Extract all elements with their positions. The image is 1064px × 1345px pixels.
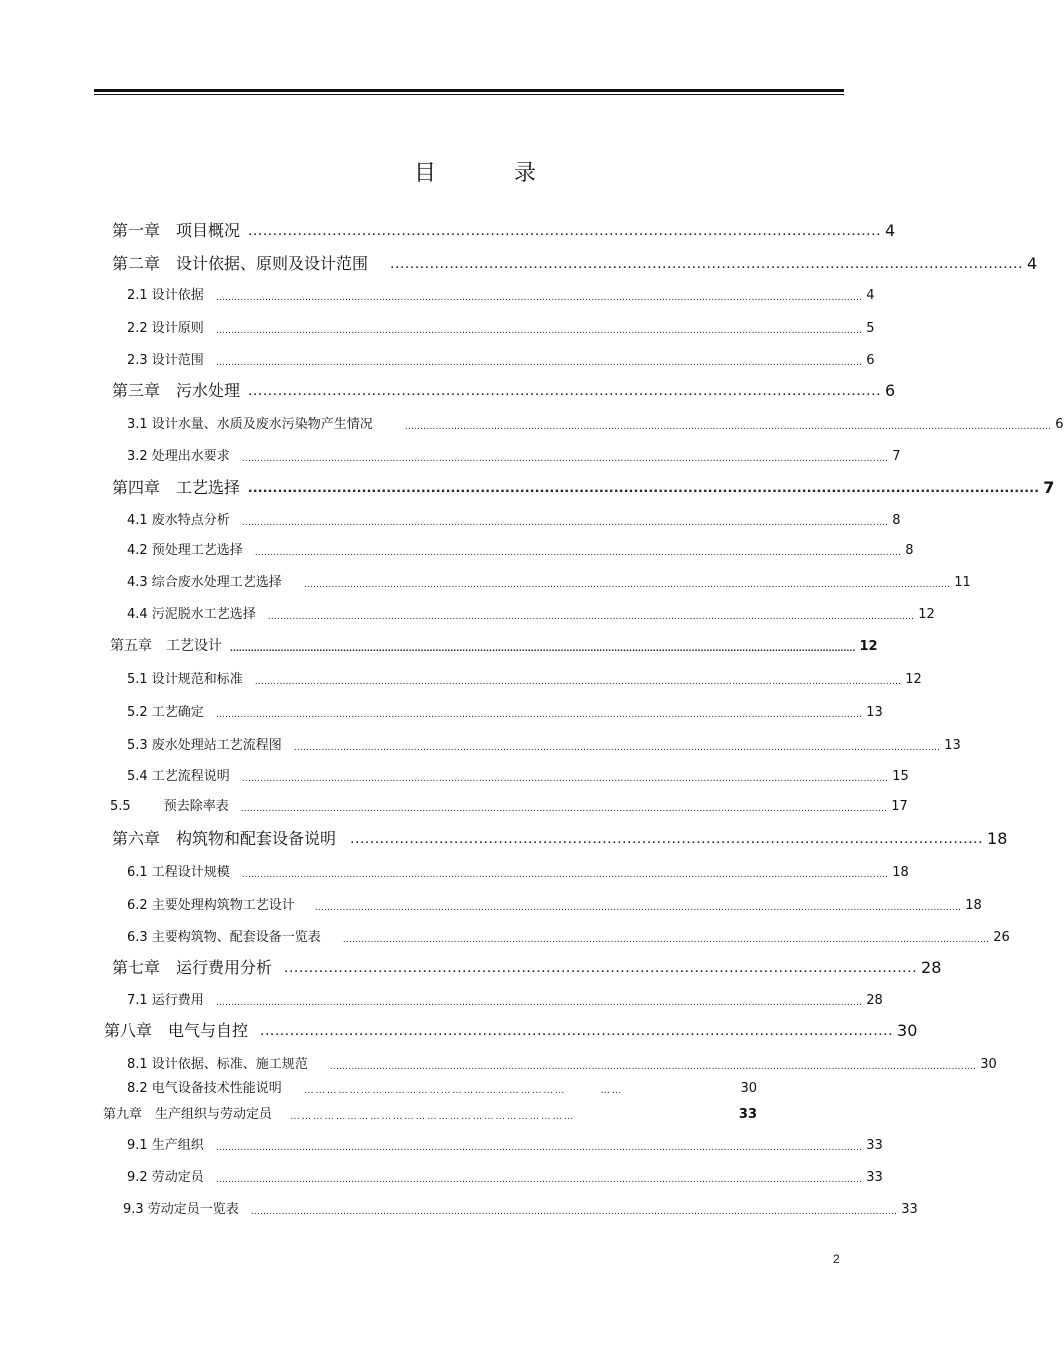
toc-entry-label: 9.2 劳动定员 [127, 1170, 204, 1185]
toc-entry-label: 2.1 设计依据 [127, 288, 204, 303]
toc-entry-label: 9.1 生产组织 [127, 1138, 204, 1153]
toc-entry-page: 7 [1043, 478, 1055, 497]
toc-entry-label: 5.4 工艺流程说明 [127, 769, 230, 784]
toc-entry-page: 4 [1027, 254, 1038, 273]
toc-leader-dots: .................................................................................................................................................................................................................. [254, 546, 902, 558]
toc-leader-dots: .................................................................................................................................................................................................................. [314, 901, 962, 913]
toc-entry-label: 3.2 处理出水要求 [127, 449, 230, 464]
toc-entry-page: 28 [866, 993, 883, 1008]
toc-entry-label: 6.2 主要处理构筑物工艺设计 [127, 898, 295, 913]
toc-entry-page: 12 [905, 672, 922, 687]
toc-entry-page: 11 [954, 575, 971, 590]
header-rule-thick [94, 89, 844, 92]
toc-entry-label: 8.1 设计依据、标准、施工规范 [127, 1057, 308, 1072]
toc-leader-dots: .................................................................................................................................................................................................................. [241, 868, 889, 880]
toc-leader-dots: .................................................................................................................................................................................................................. [215, 1141, 863, 1153]
toc-entry-page: 6 [1055, 417, 1064, 432]
toc-entry-5-1[interactable] [127, 672, 922, 688]
toc-entry-label: 9.3 劳动定员一览表 [123, 1202, 239, 1217]
toc-entry-label: 8.2 电气设备技术性能说明 [127, 1081, 282, 1096]
toc-entry-page: 6 [866, 353, 875, 368]
toc-entry-label: 第五章 工艺设计 [110, 638, 222, 654]
toc-leader-dots: ................................................................................................................................................................ [248, 479, 1040, 496]
toc-entry-label: 第二章 设计依据、原则及设计范围 [112, 254, 369, 273]
toc-entry-6-2[interactable] [127, 898, 982, 914]
toc-entry-page: 17 [891, 799, 908, 814]
toc-entry-chapter-8[interactable] [104, 1021, 918, 1040]
toc-leader-dots: ………………………………………………………………… [290, 1110, 644, 1122]
toc-entry-7-1[interactable] [127, 993, 883, 1009]
toc-entry-9-3[interactable] [123, 1202, 918, 1218]
toc-leader-dots: .................................................................................................................................................................................................................. [404, 420, 1052, 432]
toc-entry-5-4[interactable] [127, 769, 909, 785]
toc-entry-page: 5 [866, 321, 875, 336]
toc-entry-label: 5.3 废水处理站工艺流程图 [127, 738, 282, 753]
toc-entry-6-3[interactable] [127, 930, 1010, 946]
toc-entry-4-1[interactable] [127, 513, 901, 529]
toc-entry-3-1[interactable] [127, 417, 1064, 433]
toc-leader-dots: ................................................................................................................................ [248, 222, 882, 239]
toc-entry-2-1[interactable] [127, 288, 875, 304]
toc-leader-dots: .................................................................................................................................................................................................................. [250, 1205, 898, 1217]
toc-entry-page: 12 [918, 607, 935, 622]
toc-entry-page: 18 [892, 865, 909, 880]
toc-entry-label: 第三章 污水处理 [112, 381, 241, 400]
toc-entry-label: 5.2 工艺确定 [127, 705, 204, 720]
toc-entry-9-2[interactable] [127, 1170, 883, 1186]
toc-leader-dots: ................................................................................................................................ [260, 1022, 894, 1039]
toc-entry-5-5[interactable] [110, 799, 908, 815]
toc-entry-label: 5.1 设计规范和标准 [127, 672, 243, 687]
toc-leader-dots: ................................................................................................................................ [350, 830, 984, 847]
toc-entry-page: 13 [944, 738, 961, 753]
toc-leader-dots: .................................................................................................................................................................................................................. [267, 610, 915, 622]
toc-entry-3-2[interactable] [127, 449, 901, 465]
toc-entry-4-2[interactable] [127, 543, 914, 559]
toc-entry-chapter-5[interactable] [110, 638, 878, 655]
toc-entry-page: 18 [965, 898, 982, 913]
toc-leader-dots: ................................................................................................................................ [248, 382, 882, 399]
toc-entry-label: 3.1 设计水量、水质及废水污染物产生情况 [127, 417, 373, 432]
toc-entry-chapter-6[interactable] [112, 829, 1008, 848]
toc-entry-chapter-1[interactable] [112, 221, 896, 240]
toc-entry-label: 第七章 运行费用分析 [112, 958, 273, 977]
toc-leader-dots: .................................................................................................................................................................................................................. [215, 291, 863, 303]
toc-entry-label: 6.3 主要构筑物、配套设备一览表 [127, 930, 321, 945]
toc-entry-page: 30 [980, 1057, 997, 1072]
toc-entry-label: 7.1 运行费用 [127, 993, 204, 1008]
toc-entry-label: 第一章 项目概况 [112, 221, 241, 240]
toc-entry-5-3[interactable] [127, 738, 961, 754]
toc-entry-page: 6 [885, 381, 896, 400]
toc-entry-page: 33 [866, 1170, 883, 1185]
toc-entry-page: 26 [993, 930, 1010, 945]
toc-leader-dots: .................................................................................................................................................................................................................. [241, 516, 889, 528]
toc-leader-dots: .................................................................................................................................................................................................................. [215, 324, 863, 336]
toc-entry-chapter-9[interactable] [103, 1107, 757, 1123]
toc-entry-page: 8 [892, 513, 901, 528]
toc-entry-page: 33 [901, 1202, 918, 1217]
toc-entry-2-3[interactable] [127, 353, 875, 369]
toc-leader-dots: .................................................................................................................................................................................................................. [342, 933, 990, 945]
toc-entry-label: 第九章 生产组织与劳动定员 [103, 1107, 273, 1122]
toc-leader-dots: .................................................................................................................................................................................................................. [215, 1173, 863, 1185]
toc-entry-page: 12 [859, 639, 878, 655]
toc-entry-4-3[interactable] [127, 575, 971, 591]
toc-entry-chapter-2[interactable] [112, 254, 1038, 273]
toc-entry-label: 第四章 工艺选择 [112, 478, 241, 497]
toc-entry-page: 33 [738, 1107, 757, 1122]
toc-entry-page: 30 [740, 1081, 757, 1096]
toc-entry-label: 5.5 预去除率表 [110, 799, 229, 814]
toc-leader-dots: .................................................................................................................................................................................................................. [215, 708, 863, 720]
toc-entry-chapter-3[interactable] [112, 381, 896, 400]
toc-entry-page: 18 [987, 829, 1008, 848]
toc-entry-page: 13 [866, 705, 883, 720]
toc-entry-chapter-4[interactable] [112, 478, 1055, 497]
toc-entry-label: 6.1 工程设计规模 [127, 865, 230, 880]
toc-entry-label: 4.2 预处理工艺选择 [127, 543, 243, 558]
toc-entry-label: 4.1 废水特点分析 [127, 513, 230, 528]
toc-entry-label: 第六章 构筑物和配套设备说明 [112, 829, 337, 848]
toc-leader-dots: …………………………………………………………… …… [303, 1084, 624, 1096]
toc-entry-page: 15 [892, 769, 909, 784]
toc-entry-label: 2.3 设计范围 [127, 353, 204, 368]
header-rule-thin [94, 94, 844, 95]
toc-entry-page: 30 [897, 1021, 918, 1040]
toc-entry-chapter-7[interactable] [112, 958, 942, 977]
toc-entry-label: 4.4 污泥脱水工艺选择 [127, 607, 256, 622]
toc-leader-dots: .................................................................................................................................................................................................................. [254, 675, 902, 687]
toc-leader-dots: ................................................................................................................................ [390, 255, 1024, 272]
toc-entry-8-2[interactable] [127, 1081, 757, 1097]
toc-entry-label: 第八章 电气与自控 [104, 1021, 249, 1040]
toc-leader-dots: .................................................................................................................................................................................................................. [241, 452, 889, 464]
toc-entry-page: 4 [866, 288, 875, 303]
toc-leader-dots: ................................................................................................................................ [284, 959, 918, 976]
toc-leader-dots: .................................................................................................................................................................................................................. [293, 741, 941, 753]
toc-leader-dots: .................................................................................................................................................................................................................. [215, 356, 863, 368]
toc-leader-dots: .................................................................................................................................................................................................................. [303, 578, 951, 590]
toc-entry-9-1[interactable] [127, 1138, 883, 1154]
toc-leader-dots: .................................................................................................................................................................................................................. [215, 996, 863, 1008]
toc-entry-5-2[interactable] [127, 705, 883, 721]
toc-leader-dots: .................................................................................................................................................................................................................. [230, 642, 856, 654]
toc-entry-page: 4 [885, 221, 896, 240]
toc-entry-page: 28 [921, 958, 942, 977]
toc-entry-label: 2.2 设计原则 [127, 321, 204, 336]
toc-entry-page: 33 [866, 1138, 883, 1153]
toc-entry-6-1[interactable] [127, 865, 909, 881]
toc-entry-page: 7 [892, 449, 901, 464]
toc-entry-8-1[interactable] [127, 1057, 997, 1073]
toc-leader-dots: .................................................................................................................................................................................................................. [329, 1060, 977, 1072]
toc-entry-4-4[interactable] [127, 607, 935, 623]
toc-leader-dots: .................................................................................................................................................................................................................. [240, 802, 888, 814]
toc-entry-page: 8 [905, 543, 914, 558]
toc-title: 目 录 [413, 161, 564, 186]
toc-entry-2-2[interactable] [127, 321, 875, 337]
toc-leader-dots: .................................................................................................................................................................................................................. [241, 772, 889, 784]
page-number: 2 [833, 1252, 840, 1266]
toc-entry-label: 4.3 综合废水处理工艺选择 [127, 575, 282, 590]
